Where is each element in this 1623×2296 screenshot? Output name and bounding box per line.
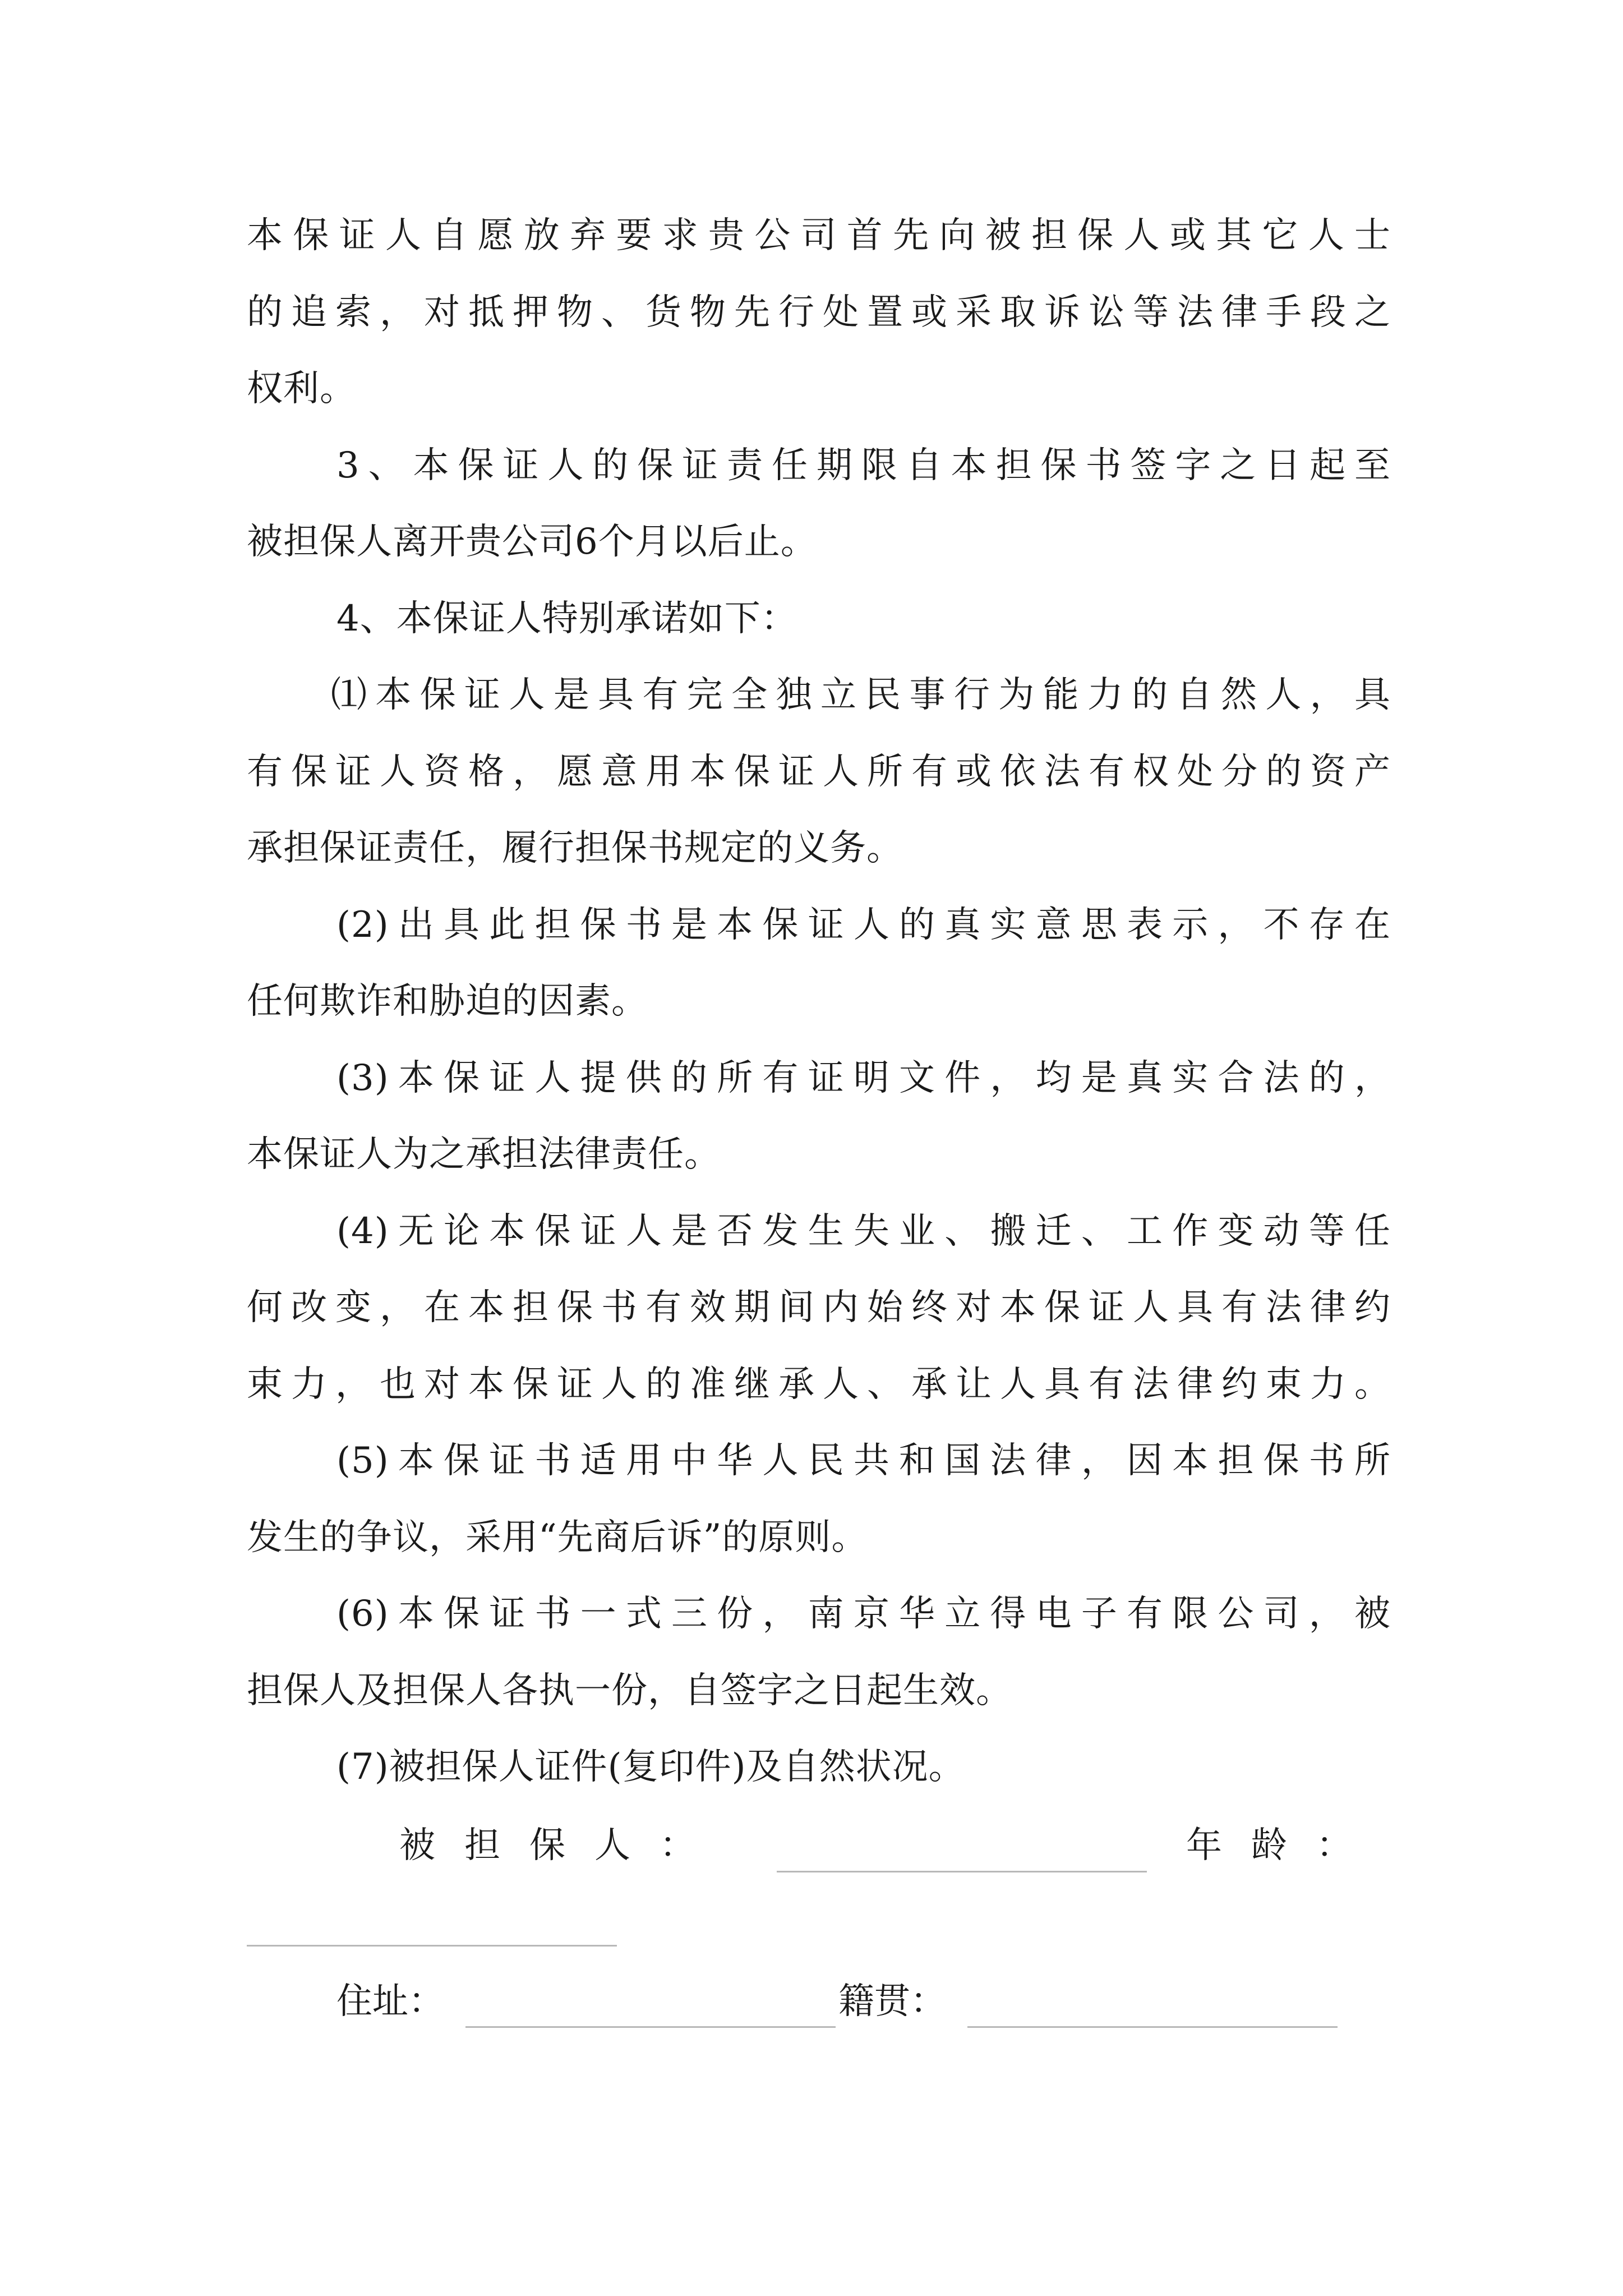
body-line: 担保人及担保人各执一份，自签字之日起生效。 (247, 1670, 1012, 1711)
item-4-line: (4)无论本保证人是否发生失业、搬迁、工作变动等任 (336, 1211, 1391, 1252)
guaranteed-person-label: 被担保人： (399, 1825, 725, 1866)
address-label: 住址： (336, 1981, 444, 2022)
native-place-blank[interactable] (967, 2026, 1338, 2028)
age-label: 年龄： (1186, 1825, 1381, 1866)
clause-3-line: 3、本保证人的保证责任期限自本担保书签字之日起至 (336, 445, 1391, 486)
body-line: 被担保人离开贵公司6个月以后止。 (247, 521, 817, 563)
body-line: 本保证人自愿放弃要求贵公司首先向被担保人或其它人士 (247, 215, 1391, 256)
native-place-label: 籍贯： (838, 1981, 946, 2022)
body-line: 何改变，在本担保书有效期间内始终对本保证人具有法律约 (247, 1287, 1391, 1328)
body-line: 束力，也对本保证人的准继承人、承让人具有法律约束力。 (247, 1364, 1391, 1405)
body-line: 任何欺诈和胁迫的因素。 (247, 981, 648, 1022)
body-line: 承担保证责任，履行担保书规定的义务。 (247, 827, 903, 869)
address-blank[interactable] (465, 2026, 836, 2028)
body-line: 权利。 (247, 368, 356, 409)
guaranteed-person-blank[interactable] (777, 1871, 1147, 1872)
body-line: 的追索，对抵押物、货物先行处置或采取诉讼等法律手段之 (247, 292, 1391, 333)
body-line: 发生的争议，采用“先商后诉”的原则。 (247, 1517, 868, 1558)
item-5-line: (5)本保证书适用中华人民共和国法律，因本担保书所 (336, 1440, 1391, 1481)
item-6-line: (6)本保证书一式三份，南京华立得电子有限公司，被 (336, 1593, 1391, 1635)
item-3-line: (3)本保证人提供的所有证明文件，均是真实合法的， (336, 1057, 1391, 1099)
item-7-line: (7)被担保人证件(复印件)及自然状况。 (336, 1746, 965, 1788)
body-line: 有保证人资格，愿意用本保证人所有或依法有权处分的资产 (247, 751, 1391, 793)
body-line: 本保证人为之承担法律责任。 (247, 1134, 721, 1175)
item-2-line: (2)出具此担保书是本保证人的真实意思表示，不存在 (336, 904, 1391, 946)
clause-4-heading: 4、本保证人特别承诺如下： (336, 598, 797, 639)
item-1-line: ⑴本保证人是具有完全独立民事行为能力的自然人，具 (331, 674, 1391, 716)
age-blank[interactable] (247, 1945, 617, 1947)
